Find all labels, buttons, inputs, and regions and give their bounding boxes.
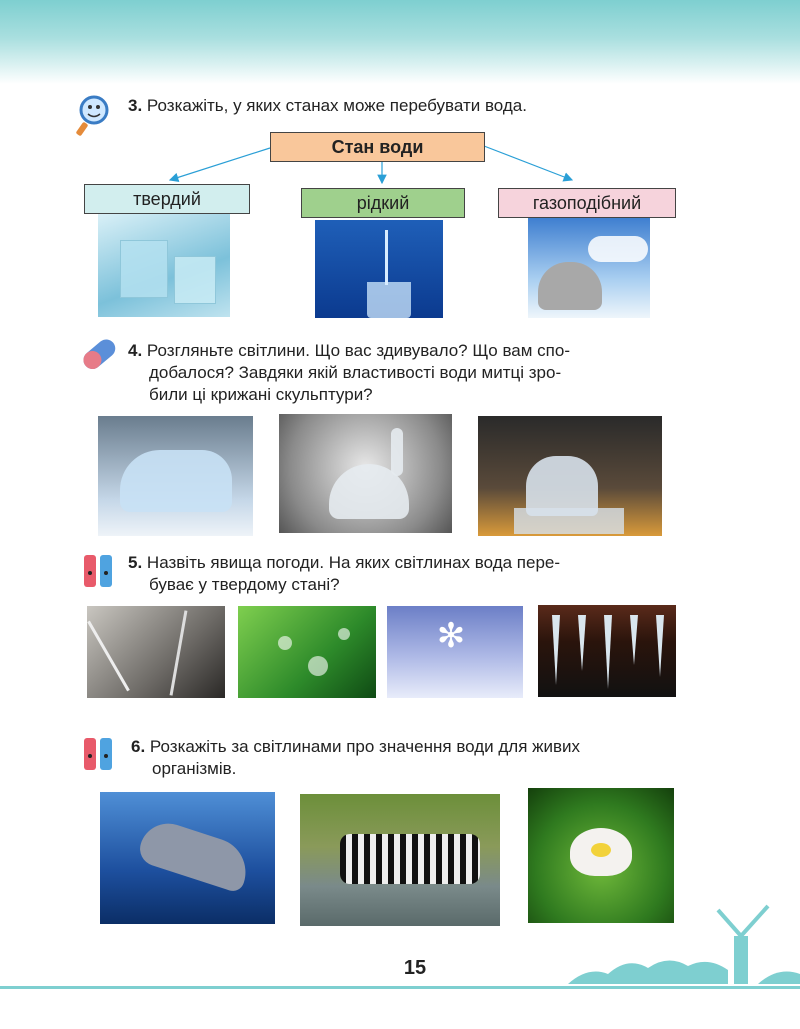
task-text-line: Назвіть явища погоди. На яких світлинах вода пере- xyxy=(146,553,561,572)
task-4 xyxy=(128,340,570,406)
photo-ice-rabbit xyxy=(478,416,662,536)
task-text-line: добалося? Завдяки якій властивості води митці зро- xyxy=(149,363,562,382)
task-number: 4. xyxy=(128,341,143,360)
diagram-state-gas: газоподібний xyxy=(498,188,676,218)
task-text-line: били ці крижані скульптури? xyxy=(149,385,373,404)
photo-dolphin xyxy=(100,792,275,924)
task-text-line: Розгляньте світлини. Що вас здивувало? Що вам спо- xyxy=(146,341,570,360)
task-text-line: організмів. xyxy=(152,759,237,778)
task-6 xyxy=(131,736,580,780)
photo-frost xyxy=(87,606,225,698)
pencils-icon xyxy=(78,551,120,593)
photo-ice-tiger xyxy=(98,416,253,536)
page-number: 15 xyxy=(403,957,427,979)
task-text: Розкажіть, у яких станах може перебувати вода. xyxy=(146,96,527,115)
photo-snowflake: ✻ xyxy=(387,606,523,698)
task-number: 6. xyxy=(131,737,146,756)
photo-dew-drops xyxy=(238,606,376,698)
photo-ice-swan xyxy=(279,414,452,533)
windmill-landscape-icon xyxy=(528,896,800,988)
photo-icicles xyxy=(538,605,676,697)
diagram-root: Стан води xyxy=(270,132,485,162)
task-5 xyxy=(128,552,560,596)
task-text-line: буває у твердому стані? xyxy=(149,575,340,594)
pill-icon xyxy=(80,337,120,373)
diagram-state-solid: твердий xyxy=(84,184,250,214)
diagram-state-liquid: рідкий xyxy=(301,188,465,218)
photo-ice-cubes xyxy=(98,214,230,317)
photo-zebras xyxy=(300,794,500,926)
task-text-line: Розкажіть за світлинами про значення води для живих xyxy=(149,737,581,756)
task-number: 5. xyxy=(128,553,143,572)
task-number: 3. xyxy=(128,96,143,115)
photo-water-pouring xyxy=(315,220,443,318)
pencils-icon xyxy=(78,734,120,776)
photo-steam-kettle xyxy=(528,218,650,318)
